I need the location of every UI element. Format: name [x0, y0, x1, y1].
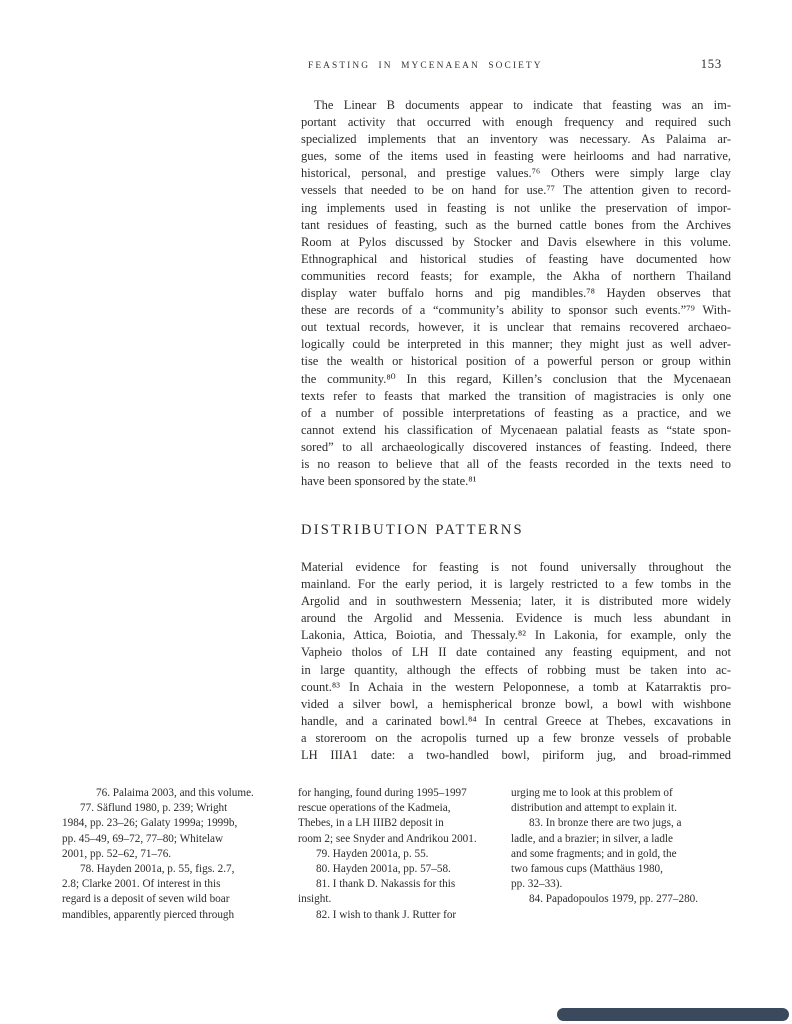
body-text-line: have been sponsored by the state.⁸¹: [301, 474, 477, 489]
body-text-line: display water buffalo horns and pig mandibles.⁷⁸ Hayden observes that: [301, 286, 731, 301]
paragraph-linear-b-documents: [301, 97, 731, 490]
footnote-line: Thebes, in a LH IIIB2 deposit in: [298, 817, 444, 830]
body-text-line: mainland. For the early period, it is largely restricted to a few tombs in the: [301, 577, 731, 592]
body-text-line: communities record feasts; for example, the Akha of northern Thailand: [301, 268, 731, 283]
footnotes-column-2: [298, 786, 512, 923]
body-text-line: Vapheio tholos of LH II date contained any feasting equipment, and not: [301, 645, 731, 660]
body-text-line: tant residues of feasting, such as the burned cattle bones from the Archives: [301, 217, 731, 232]
body-text-line: tise the wealth or historical position of a powerful person or group within: [301, 354, 731, 369]
body-text-line: out textual records, however, it is unclear that remains recovered archaeo-: [301, 320, 731, 335]
body-text-line: logically could be interpreted in this manner; they might just as well adver-: [301, 337, 731, 352]
running-header-title: FEASTING IN MYCENAEAN SOCIETY: [308, 61, 543, 71]
body-text-line: around the Argolid and Messenia. Evidence is much less abundant in: [301, 611, 731, 626]
body-text-line: is no reason to believe that all of the feasts recorded in the texts need to: [301, 456, 731, 471]
footnote-line: 81. I thank D. Nakassis for this: [316, 878, 456, 891]
footnote-line: regard is a deposit of seven wild boar: [62, 893, 230, 906]
body-text-line: handle, and a carinated bowl.⁸⁴ In central Greece at Thebes, excavations in: [301, 713, 731, 728]
body-text-line: Lakonia, Attica, Boiotia, and Thessaly.⁸² In Lakonia, for example, only the: [301, 628, 731, 643]
body-text-line: of a number of possible interpretations of feasting as a practice, and we: [301, 405, 731, 420]
body-text-line: cannot extend his classification of Mycenaean palatial feasts as “state spon-: [301, 422, 731, 437]
footnotes-column-3: [511, 786, 733, 908]
paragraph-distribution-patterns: [301, 559, 731, 764]
body-text-line: historical, personal, and prestige values.⁷⁶ Others were simply large clay: [301, 166, 731, 181]
body-text-line: Material evidence for feasting is not found universally throughout the: [301, 560, 731, 574]
footnote-line: 83. In bronze there are two jugs, a: [529, 817, 682, 830]
body-text-line: in large quantity, although the effects of robbing must be taken into ac-: [301, 662, 731, 677]
footnote-line: for hanging, found during 1995–1997: [298, 787, 467, 799]
body-text-line: texts refer to feasts that marked the transition of magistracies is only one: [301, 388, 731, 403]
body-text-line: specialized implements that an inventory was necessary. As Palaima ar-: [301, 132, 731, 147]
footnotes-column-1: [62, 786, 280, 923]
body-text-line: a storeroom on the acropolis turned up a few bronze vessels of probable: [301, 730, 731, 745]
body-text-line: ing implements used in feasting is not unlike the preservation of impor-: [301, 200, 731, 215]
footnote-line: 79. Hayden 2001a, p. 55.: [316, 847, 429, 860]
footnote-line: urging me to look at this problem of: [511, 787, 673, 799]
horizontal-scrollbar-thumb[interactable]: [557, 1008, 789, 1021]
body-text-line: count.⁸³ In Achaia in the western Peloponnese, a tomb at Katarraktis pro-: [301, 679, 731, 694]
body-text-line: gues, some of the items used in feasting were heirlooms and had narrative,: [301, 149, 731, 164]
body-text-line: LH IIIA1 date: a two-handled bowl, piriform jug, and broad-rimmed: [301, 748, 731, 763]
footnote-line: 2.8; Clarke 2001. Of interest in this: [62, 878, 221, 891]
body-text-line: portant activity that occurred with enough frequency and required such: [301, 115, 731, 130]
footnote-line: mandibles, apparently pierced through: [62, 908, 235, 921]
footnote-line: pp. 32–33).: [511, 878, 563, 891]
page-number: 153: [700, 57, 722, 71]
body-text-line: these are records of a “community’s ability to sponsor such events.”⁷⁹ With-: [301, 303, 731, 318]
footnote-line: rescue operations of the Kadmeia,: [298, 802, 451, 815]
footnote-line: two famous cups (Matthäus 1980,: [511, 863, 663, 876]
body-text-line: vessels that needed to be on hand for use.⁷⁷ The attention given to record-: [301, 183, 731, 198]
footnote-line: 78. Hayden 2001a, p. 55, figs. 2.7,: [80, 863, 235, 876]
footnote-line: distribution and attempt to explain it.: [511, 802, 677, 815]
footnote-line: insight.: [298, 893, 332, 906]
footnote-line: 76. Palaima 2003, and this volume.: [96, 787, 254, 799]
footnote-line: and some fragments; and in gold, the: [511, 847, 677, 860]
footnote-line: 80. Hayden 2001a, pp. 57–58.: [316, 863, 451, 876]
body-text-line: Argolid and in southwestern Messenia; later, it is distributed more widely: [301, 594, 731, 609]
body-text-line: vided a silver bowl, a hemispherical bronze bowl, a bowl with wishbone: [301, 696, 731, 711]
footnote-line: 77. Säflund 1980, p. 239; Wright: [80, 802, 228, 815]
body-text-line: sored” to all archaeologically discovered instances of feasting. Indeed, there: [301, 439, 731, 454]
body-text-line: the community.⁸⁰ In this regard, Killen’s conclusion that the Mycenaean: [301, 371, 731, 386]
footnote-line: pp. 45–49, 69–72, 77–80; Whitelaw: [62, 832, 224, 845]
body-text-line: Room at Pylos discussed by Stocker and Davis elsewhere in this volume.: [301, 234, 731, 249]
footnote-line: 1984, pp. 23–26; Galaty 1999a; 1999b,: [62, 817, 238, 830]
footnote-line: 2001, pp. 52–62, 71–76.: [62, 847, 172, 860]
footnote-line: ladle, and a brazier; in silver, a ladle: [511, 832, 674, 845]
footnote-line: room 2; see Snyder and Andrikou 2001.: [298, 832, 477, 845]
body-text-line: Ethnographical and historical studies of feasting have documented how: [301, 251, 731, 266]
section-heading: DISTRIBUTION PATTERNS: [301, 522, 524, 538]
body-text-line: The Linear B documents appear to indicate that feasting was an im-: [314, 98, 731, 112]
footnote-line: 84. Papadopoulos 1979, pp. 277–280.: [529, 893, 699, 906]
footnote-line: 82. I wish to thank J. Rutter for: [316, 908, 457, 921]
